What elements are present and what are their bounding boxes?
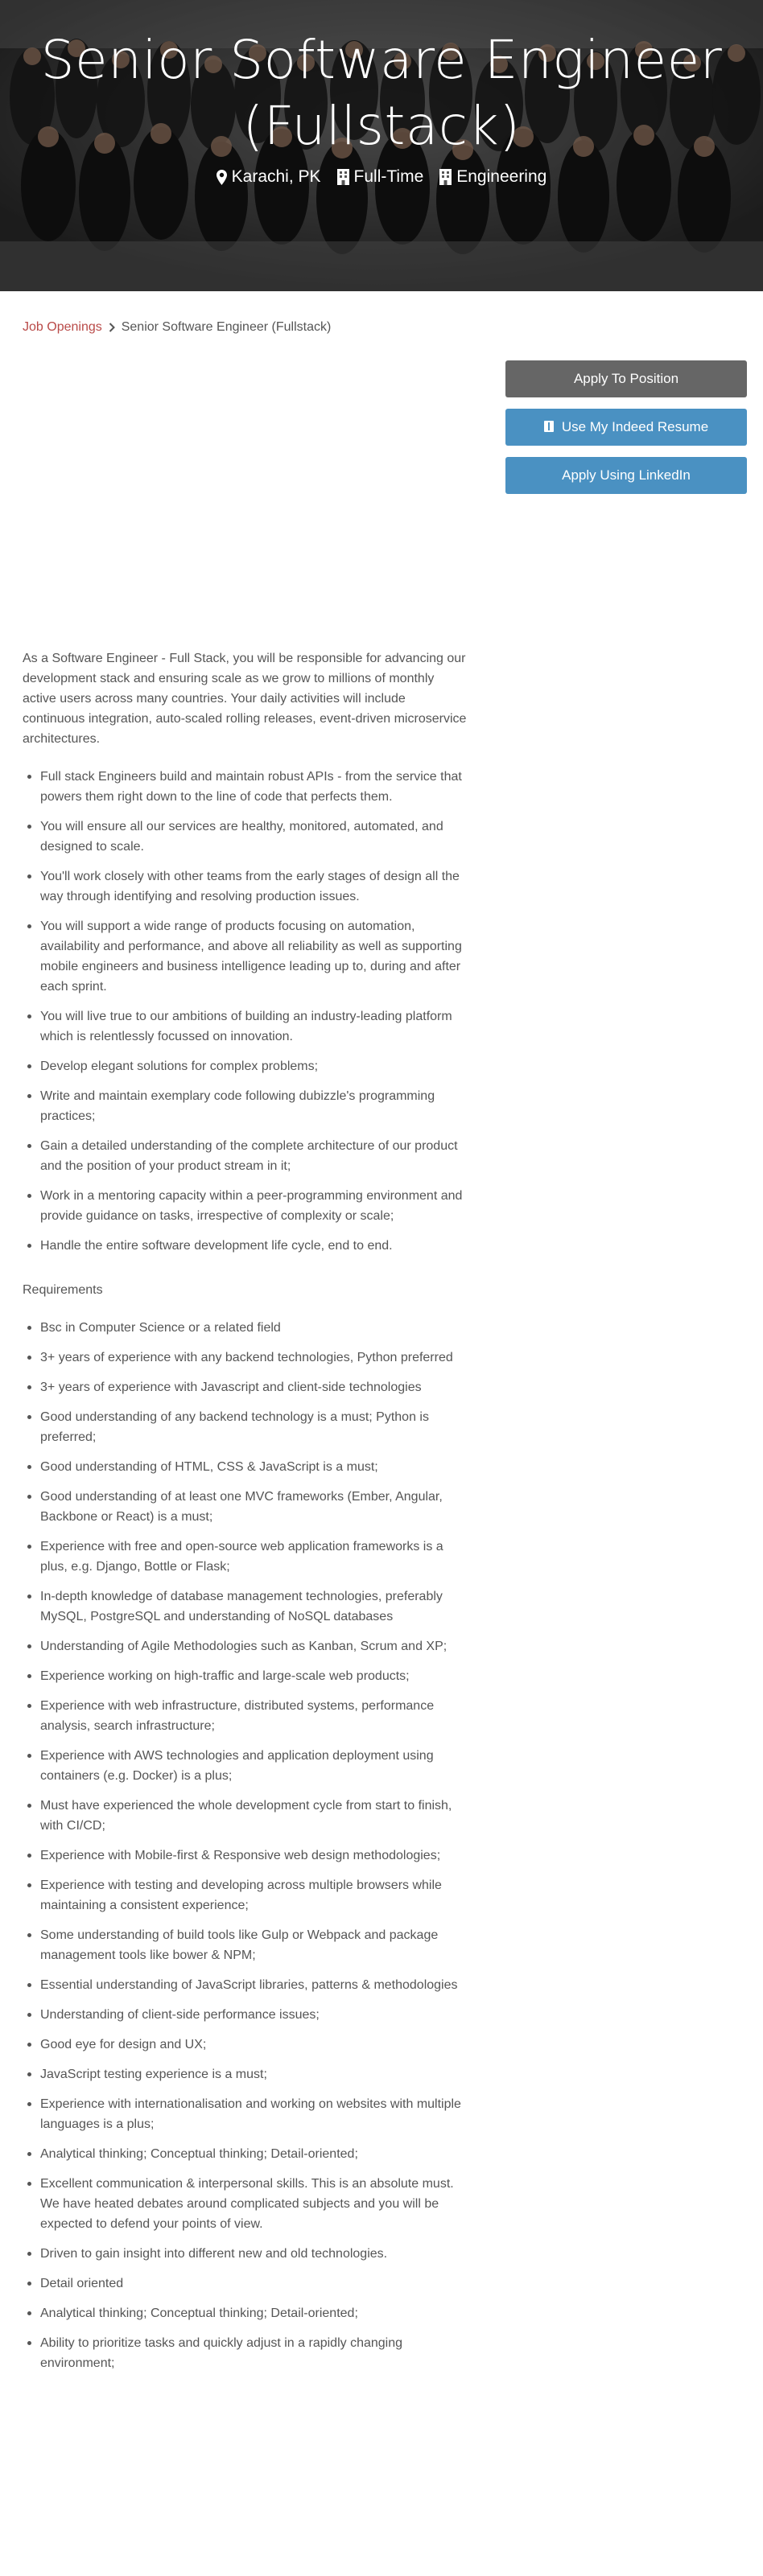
requirement-item: Good understanding of any backend technology is a must; Python is preferred; (23, 1407, 467, 1447)
job-location (217, 167, 321, 187)
responsibility-item: Develop elegant solutions for complex problems; (23, 1056, 467, 1076)
requirement-item: JavaScript testing experience is a must; (23, 2064, 467, 2084)
requirements-list (23, 1318, 467, 2373)
responsibility-item: Write and maintain exemplary code following dubizzle's programming practices; (23, 1086, 467, 1126)
hero-banner (0, 0, 763, 291)
job-type-text: Full-Time (353, 167, 424, 186)
requirement-item: Understanding of Agile Methodologies such as Kanban, Scrum and XP; (23, 1636, 467, 1656)
requirement-item: Detail oriented (23, 2274, 467, 2294)
responsibility-item: Gain a detailed understanding of the complete architecture of our product and the position of your product stream in it; (23, 1136, 467, 1176)
breadcrumb-current: Senior Software Engineer (Fullstack) (121, 320, 332, 334)
responsibility-item: Handle the entire software development life cycle, end to end. (23, 1236, 467, 1256)
requirement-item: Must have experienced the whole development cycle from start to finish, with CI/CD; (23, 1796, 467, 1836)
responsibilities-list (23, 767, 467, 1256)
use-indeed-resume-button[interactable] (505, 409, 747, 446)
requirements-heading: Requirements (23, 1283, 103, 1297)
job-department-text: Engineering (456, 167, 547, 186)
responsibility-item: You will ensure all our services are healthy, monitored, automated, and designed to scale. (23, 817, 467, 857)
requirement-item: Experience with web infrastructure, distributed systems, performance analysis, search infrastructure; (23, 1696, 467, 1736)
requirement-item: Essential understanding of JavaScript libraries, patterns & methodologies (23, 1975, 467, 1995)
building-icon (439, 169, 452, 185)
requirement-item: Ability to prioritize tasks and quickly adjust in a rapidly changing environment; (23, 2333, 467, 2373)
job-description (23, 648, 467, 2383)
job-meta (0, 167, 763, 187)
map-pin-icon (217, 170, 227, 185)
requirement-item: Excellent communication & interpersonal skills. This is an absolute must. We have heated debates around complicated subjects and you will be expected to defend your points of view. (23, 2174, 467, 2234)
job-type (337, 167, 424, 187)
requirement-item: Analytical thinking; Conceptual thinking; Detail-oriented; (23, 2144, 467, 2164)
job-title-line-2: (Fullstack) (242, 95, 521, 157)
building-icon (337, 169, 349, 185)
requirement-item: Good understanding of HTML, CSS & JavaScript is a must; (23, 1457, 467, 1477)
requirement-item: 3+ years of experience with any backend technologies, Python preferred (23, 1348, 467, 1368)
apply-actions (505, 360, 747, 505)
requirement-item: Experience working on high-traffic and large-scale web products; (23, 1666, 467, 1686)
requirement-item: Some understanding of build tools like Gulp or Webpack and package management tools like bower & NPM; (23, 1925, 467, 1965)
requirement-item: Bsc in Computer Science or a related field (23, 1318, 467, 1338)
chevron-right-icon (109, 323, 115, 332)
job-location-text: Karachi, PK (231, 167, 321, 186)
responsibility-item: You'll work closely with other teams from the early stages of design all the way through identifying and resolving production issues. (23, 866, 467, 907)
indeed-icon (544, 409, 554, 446)
requirement-item: Experience with internationalisation and working on websites with multiple languages is a plus; (23, 2094, 467, 2134)
requirement-item: Analytical thinking; Conceptual thinking; Detail-oriented; (23, 2303, 467, 2323)
requirement-item: Experience with AWS technologies and application deployment using containers (e.g. Docker) is a plus; (23, 1746, 467, 1786)
job-title-line-1: Senior Software Engineer (40, 29, 723, 91)
breadcrumb-job-openings-link[interactable]: Job Openings (23, 320, 102, 334)
requirement-item: Understanding of client-side performance issues; (23, 2005, 467, 2025)
responsibility-item: You will support a wide range of products focusing on automation, availability and performance, and above all reliability as well as supporting mobile engineers and business intelligence leading up to, during and after each sprint. (23, 916, 467, 997)
job-department (439, 167, 546, 187)
breadcrumb (23, 320, 331, 335)
requirement-item: Experience with testing and developing across multiple browsers while maintaining a consistent experience; (23, 1875, 467, 1916)
responsibility-item: You will live true to our ambitions of building an industry-leading platform which is relentlessly focussed on innovation. (23, 1006, 467, 1047)
responsibility-item: Full stack Engineers build and maintain robust APIs - from the service that powers them right down to the line of code that perfects them. (23, 767, 467, 807)
use-indeed-resume-label: Use My Indeed Resume (561, 419, 709, 434)
job-intro: As a Software Engineer - Full Stack, you will be responsible for advancing our development stack and ensuring scale as we grow to millions of monthly active users across many countries. Your daily activities will include continuous integration, auto-scaled rolling releases, event-driven microservice architectures. (23, 652, 467, 746)
requirement-item: 3+ years of experience with Javascript and client-side technologies (23, 1377, 467, 1397)
hero-content (0, 0, 763, 187)
job-title (0, 27, 763, 159)
requirement-item: Good eye for design and UX; (23, 2035, 467, 2055)
apply-to-position-button[interactable]: Apply To Position (505, 360, 747, 397)
apply-using-linkedin-button[interactable]: Apply Using LinkedIn (505, 457, 747, 494)
requirement-item: Driven to gain insight into different new and old technologies. (23, 2244, 467, 2264)
responsibility-item: Work in a mentoring capacity within a peer-programming environment and provide guidance on tasks, irrespective of complexity or scale; (23, 1186, 467, 1226)
requirement-item: In-depth knowledge of database management technologies, preferably MySQL, PostgreSQL and understanding of NoSQL databases (23, 1586, 467, 1627)
requirement-item: Experience with Mobile-first & Responsive web design methodologies; (23, 1846, 467, 1866)
requirement-item: Good understanding of at least one MVC frameworks (Ember, Angular, Backbone or React) is a must; (23, 1487, 467, 1527)
requirement-item: Experience with free and open-source web application frameworks is a plus, e.g. Django, Bottle or Flask; (23, 1537, 467, 1577)
